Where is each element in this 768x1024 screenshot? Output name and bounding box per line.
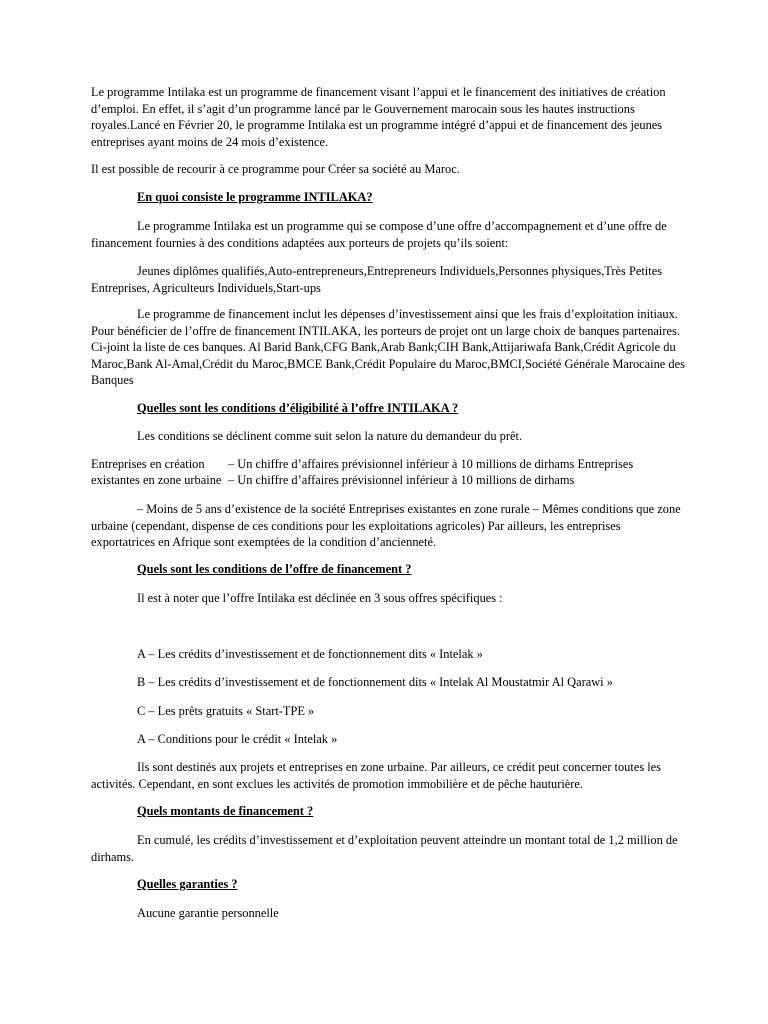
offer-item-a-conditions: A – Conditions pour le crédit « Intelak » [137, 732, 338, 746]
section2-intro: Les conditions se déclinent comme suit selon la nature du demandeur du prêt. [137, 429, 523, 443]
eligibility-row-2-label: existantes en zone urbaine [91, 473, 222, 487]
offer-item-a: A – Les crédits d’investissement et de fonctionnement dits « Intelak » [137, 647, 483, 661]
section1-paragraph-1: Le programme Intilaka est un programme qui se compose d’une offre d’accompagnement et d’une offre de financement fournies à des conditions adaptées aux porteurs de projets qu’ils soient: [91, 219, 667, 250]
section1-banks-paragraph: Le programme de financement inclut les dépenses d’investissement ainsi que les frais d’exploitation initiaux. Pour bénéficier de l’offre de financement INTILAKA, les porteurs de projet ont un large choix de banques partenaires. Ci-joint la liste de ces banques. Al Barid Bank,CFG Bank,Arab Bank;CIH Bank,Attijariwafa Bank,Crédit Agricole du Maroc,Bank Al-Amal,Crédit du Maroc,BMCE Bank,Crédit Populaire du Maroc,BMCI,Société Générale Marocaine des Banques [91, 307, 685, 388]
section-heading-4: Quels montants de financement ? [137, 804, 314, 818]
eligibility-row-2-text: – Un chiffre d’affaires prévisionnel inférieur à 10 millions de dirhams [228, 473, 575, 487]
offer-item-c: C – Les prêts gratuits « Start-TPE » [137, 704, 315, 718]
intro-paragraph-2: Il est possible de recourir à ce programme pour Créer sa société au Maroc. [91, 162, 460, 176]
section-heading-3: Quels sont les conditions de l’offre de financement ? [137, 562, 412, 576]
eligibility-row-1 [91, 456, 686, 473]
intro-paragraph: Le programme Intilaka est un programme de financement visant l’appui et le financement des initiatives de création d’emploi. En effet, il s’agit d’un programme lancé par le Gouvernement marocain sous les hautes instructions royales.Lancé en Février 20, le programme Intilaka est un programme intégré d’appui et de financement des jeunes entreprises ayant moins de 24 mois d’existence. [91, 85, 666, 149]
section-heading-2: Quelles sont les conditions d’éligibilité à l’offre INTILAKA ? [137, 401, 459, 415]
section4-paragraph: En cumulé, les crédits d’investissement et d’exploitation peuvent atteindre un montant total de 1,2 million de dirhams. [91, 833, 678, 864]
offer-item-b: B – Les crédits d’investissement et de fonctionnement dits « Intelak Al Moustatmir Al Qarawi » [137, 675, 613, 689]
section1-beneficiaries: Jeunes diplômes qualifiés,Auto-entrepreneurs,Entrepreneurs Individuels,Personnes physiques,Très Petites Entreprises, Agriculteurs Individuels,Start-ups [91, 264, 663, 295]
section5-paragraph: Aucune garantie personnelle [137, 906, 279, 920]
eligibility-row-1-label: Entreprises en création [91, 457, 205, 471]
section3-paragraph-2: Ils sont destinés aux projets et entreprises en zone urbaine. Par ailleurs, ce crédit peut concerner toutes les activités. Cependant, en sont exclues les activités de promotion immobilière et de pêche hauturière. [91, 760, 662, 791]
section-heading-1: En quoi consiste le programme INTILAKA? [137, 190, 373, 204]
eligibility-row-1-text: – Un chiffre d’affaires prévisionnel inférieur à 10 millions de dirhams Entreprises [228, 457, 634, 471]
eligibility-row-2 [91, 472, 686, 489]
section3-intro: Il est à noter que l’offre Intilaka est déclinée en 3 sous offres spécifiques : [137, 591, 503, 605]
section-heading-5: Quelles garanties ? [137, 877, 238, 891]
section2-paragraph-2: – Moins de 5 ans d’existence de la société Entreprises existantes en zone rurale – Mêmes conditions que zone urbaine (cependant, dispense de ces conditions pour les exploitations agricoles) Par ailleurs, les entreprises exportatrices en Afrique sont exemptées de la condition d’ancienneté. [91, 502, 681, 550]
